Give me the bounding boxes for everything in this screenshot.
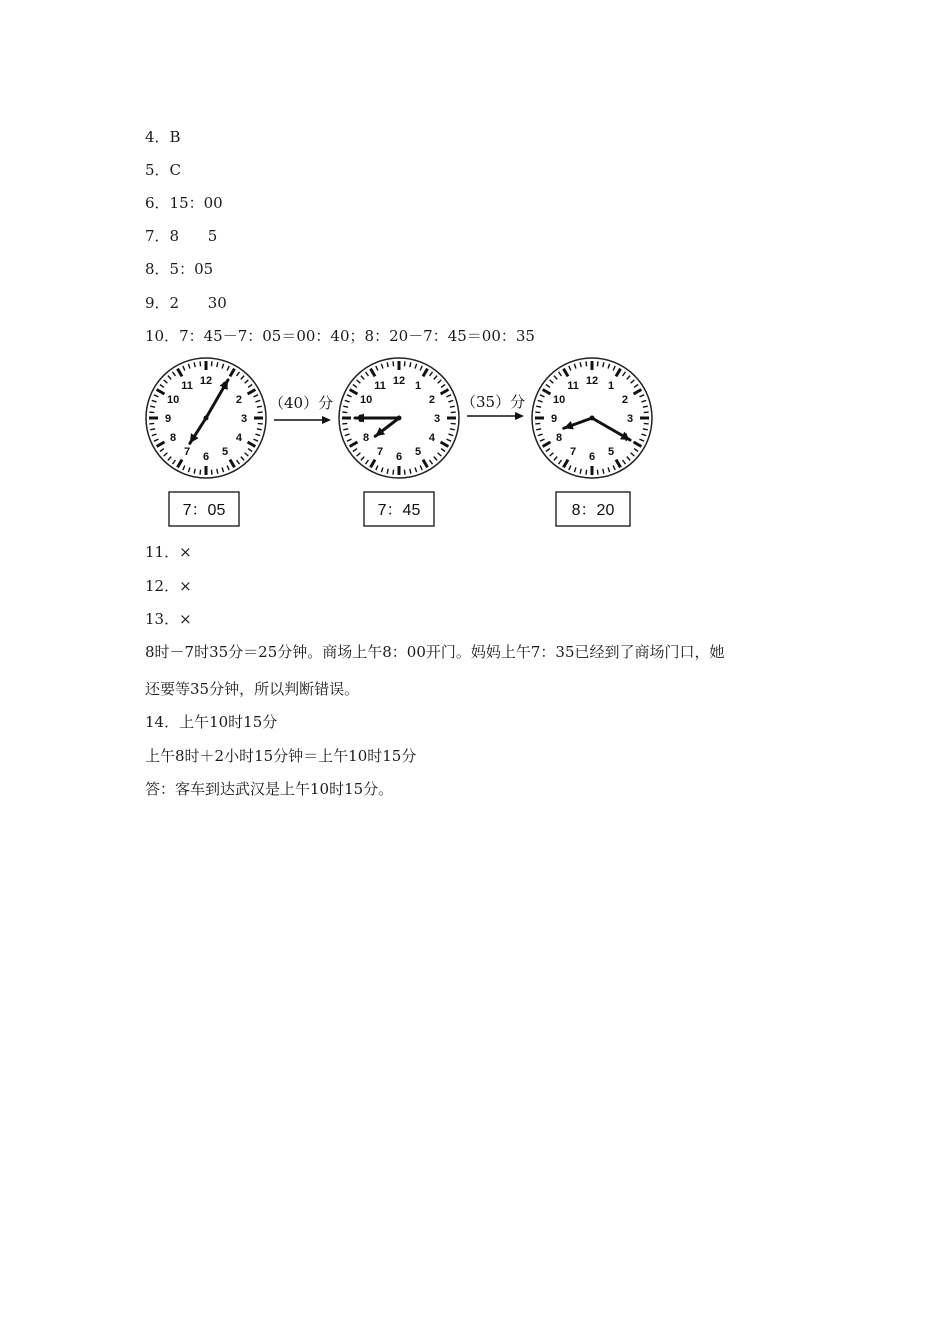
arrow-2	[461, 393, 525, 420]
clock-number: 5	[607, 445, 615, 458]
arrow-1-label: （40）分	[269, 394, 334, 412]
clock-number: 12	[392, 375, 406, 387]
time-box-1	[169, 492, 239, 526]
minute-tick	[451, 423, 456, 424]
clock-number: 12	[585, 375, 599, 387]
minute-tick	[535, 412, 540, 413]
time-box-2	[364, 492, 434, 526]
minute-tick	[451, 412, 456, 413]
answer-13: 13．×	[145, 610, 192, 628]
minute-tick	[258, 423, 263, 424]
clock-number: 2	[621, 394, 628, 406]
answer-14-final: 答：客车到达武汉是上午10时15分。	[145, 780, 394, 798]
minute-tick	[342, 423, 347, 424]
minute-tick	[211, 470, 212, 475]
minute-tick	[644, 412, 649, 413]
clock-number: 2	[235, 394, 242, 406]
answer-10: 10．7：45－7：05＝00：40；8：20－7：45＝00：35	[145, 327, 535, 345]
clock-number: 7	[183, 445, 191, 458]
clock-number: 10	[359, 394, 373, 406]
clock-hub	[204, 416, 209, 421]
minute-tick	[149, 412, 154, 413]
clock-hub	[397, 416, 402, 421]
clock-2	[339, 358, 459, 478]
answer-13-explanation-line-2: 还要等35分钟，所以判断错误。	[145, 680, 360, 698]
minute-tick	[342, 412, 347, 413]
arrow-2-label: （35）分	[461, 393, 526, 411]
clock-number: 6	[202, 451, 210, 463]
clock-number: 2	[428, 394, 435, 406]
clock-number: 12	[199, 375, 213, 387]
minute-tick	[586, 470, 587, 475]
minute-tick	[597, 361, 598, 366]
clock-number: 7	[569, 445, 577, 458]
minute-tick	[149, 423, 154, 424]
clock-number: 6	[395, 451, 403, 463]
answer-14: 14．上午10时15分	[145, 713, 278, 731]
clock-number: 10	[552, 394, 566, 406]
clock-number: 10	[166, 394, 180, 406]
time-box-3	[556, 492, 630, 526]
clock-number: 5	[221, 445, 229, 458]
minute-tick	[597, 470, 598, 475]
clock-number: 1	[414, 380, 422, 393]
clock-hub	[590, 416, 595, 421]
answer-12: 12．×	[145, 577, 192, 595]
clock-number: 1	[607, 380, 615, 393]
clock-number: 11	[374, 380, 386, 393]
clock-number: 11	[181, 380, 193, 393]
minute-tick	[586, 361, 587, 366]
answer-5: 5．C	[145, 161, 182, 179]
clock-1	[146, 358, 266, 478]
answer-4: 4．B	[145, 128, 181, 146]
answer-7: 7．8 5	[145, 227, 218, 245]
minute-tick	[404, 361, 405, 366]
clock-number: 4	[235, 432, 242, 444]
clock-number: 3	[626, 413, 634, 425]
answer-6: 6．15：00	[145, 194, 223, 212]
clock-3	[532, 358, 652, 478]
clock-number: 8	[363, 432, 370, 444]
clock-number: 4	[428, 432, 435, 444]
answer-9: 9．2 30	[145, 294, 227, 312]
minute-tick	[200, 470, 201, 475]
clock-number: 6	[588, 451, 596, 463]
clock-number: 9	[164, 413, 172, 425]
clock-number: 8	[556, 432, 563, 444]
clock-number: 9	[550, 413, 558, 425]
answer-11: 11．×	[145, 543, 192, 561]
minute-tick	[404, 470, 405, 475]
time-label-3: 8：20	[571, 502, 615, 519]
minute-tick	[644, 423, 649, 424]
minute-tick	[535, 423, 540, 424]
clock-number: 8	[170, 432, 177, 444]
minute-tick	[393, 361, 394, 366]
time-label-1: 7：05	[182, 502, 226, 519]
clock-number: 7	[376, 445, 384, 458]
answer-14-calculation: 上午8时＋2小时15分钟＝上午10时15分	[145, 747, 417, 765]
minute-tick	[393, 470, 394, 475]
answer-8: 8．5：05	[145, 260, 214, 278]
clock-number: 3	[433, 413, 441, 425]
minute-tick	[211, 361, 212, 366]
clock-number: 11	[567, 380, 579, 393]
time-label-2: 7：45	[377, 502, 421, 519]
arrow-1	[269, 394, 333, 424]
minute-tick	[200, 361, 201, 366]
clock-number: 5	[414, 445, 422, 458]
clock-number: 3	[240, 413, 248, 425]
answer-13-explanation-line-1: 8时－7时35分＝25分钟。商场上午8：00开门。妈妈上午7：35已经到了商场门口，她	[145, 643, 725, 661]
minute-tick	[258, 412, 263, 413]
clock-figure	[140, 352, 670, 532]
